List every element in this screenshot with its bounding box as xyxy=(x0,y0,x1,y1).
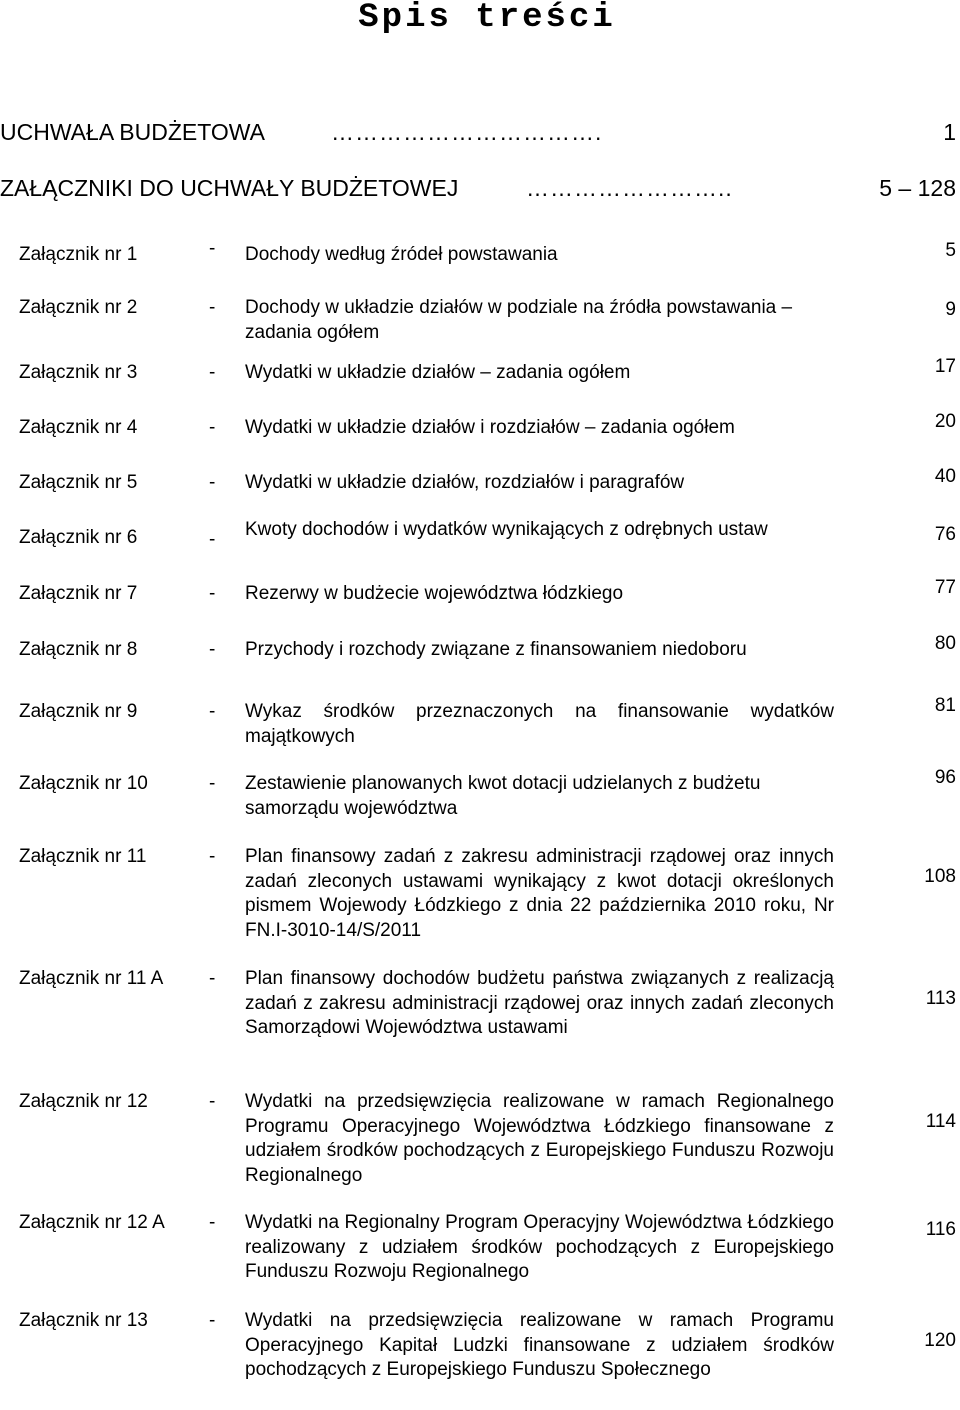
attachment-description: Plan finansowy dochodów budżetu państwa związanych z realizacją zadań z zakresu administracji rządowej oraz innych zadań zleconych Samorządowi Województwa ustawami xyxy=(245,968,834,1038)
attachment-page-number: 108 xyxy=(924,866,956,887)
attachment-label: Załącznik nr 1 xyxy=(19,244,138,265)
attachment-label: Załącznik nr 11 xyxy=(19,846,147,867)
attachment-label: Załącznik nr 13 xyxy=(19,1310,148,1331)
attachment-dash: - xyxy=(209,1310,216,1331)
attachment-label: Załącznik nr 5 xyxy=(19,472,138,493)
attachment-page-number: 116 xyxy=(925,1219,956,1240)
attachment-dash: - xyxy=(209,529,216,550)
attachment-page-number: 40 xyxy=(934,466,956,487)
attachment-description: Kwoty dochodów i wydatków wynikających z odrębnych ustaw xyxy=(245,519,768,540)
toc-main-label: UCHWAŁA BUDŻETOWA xyxy=(0,119,265,145)
attachment-label: Załącznik nr 12 xyxy=(19,1091,148,1112)
attachment-page-number: 20 xyxy=(934,411,956,432)
attachment-page-number: 17 xyxy=(934,356,956,377)
attachment-dash: - xyxy=(209,639,216,660)
toc-page-number: 5 – 128 xyxy=(879,175,956,201)
attachment-label: Załącznik nr 10 xyxy=(19,773,148,794)
toc-leader-dots: …………………….. xyxy=(526,175,733,201)
attachment-description: Wydatki w układzie działów – zadania ogółem xyxy=(245,362,631,383)
attachment-page-number: 113 xyxy=(925,988,956,1009)
attachment-page-number: 80 xyxy=(934,633,956,654)
attachment-label: Załącznik nr 9 xyxy=(19,701,138,722)
toc-main-label: ZAŁĄCZNIKI DO UCHWAŁY BUDŻETOWEJ xyxy=(0,175,459,201)
attachment-page-number: 77 xyxy=(934,577,956,598)
attachment-page-number: 9 xyxy=(945,299,956,320)
attachment-dash: - xyxy=(209,846,216,867)
toc-main-entry[interactable] xyxy=(0,172,960,204)
attachment-dash: - xyxy=(209,472,216,493)
attachment-label: Załącznik nr 4 xyxy=(19,417,138,438)
attachment-description: Zestawienie planowanych kwot dotacji udzielanych z budżetu samorządu województwa xyxy=(245,773,761,819)
attachment-description: Wydatki w układzie działów i rozdziałów – zadania ogółem xyxy=(245,417,735,438)
attachment-label: Załącznik nr 2 xyxy=(19,297,138,318)
attachment-label: Załącznik nr 8 xyxy=(19,639,138,660)
attachment-description: Wydatki na przedsięwzięcia realizowane w ramach Programu Operacyjnego Kapitał Ludzki finansowane z udziałem środków pochodzących z Europejskiego Funduszu Społecznego xyxy=(245,1310,834,1380)
attachment-label: Załącznik nr 7 xyxy=(19,583,138,604)
attachment-description: Dochody według źródeł powstawania xyxy=(245,244,558,265)
attachment-dash: - xyxy=(209,238,216,259)
attachment-label: Załącznik nr 3 xyxy=(19,362,138,383)
attachment-page-number: 81 xyxy=(934,695,956,716)
attachment-description: Wydatki w układzie działów, rozdziałów i paragrafów xyxy=(245,472,685,493)
attachment-description: Przychody i rozchody związane z finansowaniem niedoboru xyxy=(245,639,747,660)
attachment-label: Załącznik nr 6 xyxy=(19,527,138,548)
attachment-page-number: 120 xyxy=(924,1330,956,1351)
attachment-description: Wydatki na Regionalny Program Operacyjny Województwa Łódzkiego realizowany z udziałem środków pochodzących z Europejskiego Funduszu Rozwoju Regionalnego xyxy=(245,1212,834,1282)
attachment-dash: - xyxy=(209,297,216,318)
attachment-page-number: 114 xyxy=(925,1111,956,1132)
attachment-description: Dochody w układzie działów w podziale na źródła powstawania – zadania ogółem xyxy=(245,297,793,343)
attachment-page-number: 96 xyxy=(934,767,956,788)
attachment-description: Plan finansowy zadań z zakresu administracji rządowej oraz innych zadań zleconych ustawami wynikający z kwot dotacji określonych pismem Wojewody Łódzkiego z dnia 22 października 2010 roku, Nr FN.I-3010-14/S/2011 xyxy=(245,846,834,941)
toc-page-number: 1 xyxy=(943,119,956,145)
attachment-dash: - xyxy=(209,773,216,794)
attachment-dash: - xyxy=(209,362,216,383)
attachment-dash: - xyxy=(209,1212,216,1233)
attachment-description: Wykaz środków przeznaczonych na finansowanie wydatków majątkowych xyxy=(245,701,834,747)
toc-main-entry[interactable] xyxy=(0,116,960,148)
attachment-description: Rezerwy w budżecie województwa łódzkiego xyxy=(245,583,624,604)
attachment-dash: - xyxy=(209,968,216,989)
toc-leader-dots: ……………………………. xyxy=(331,119,603,145)
attachment-page-number: 5 xyxy=(945,240,956,261)
attachment-dash: - xyxy=(209,583,216,604)
attachment-dash: - xyxy=(209,417,216,438)
attachment-label: Załącznik nr 11 A xyxy=(19,968,164,989)
attachment-description: Wydatki na przedsięwzięcia realizowane w ramach Regionalnego Programu Operacyjnego Województwa Łódzkiego finansowane z udziałem środków pochodzących z Europejskiego Funduszu Rozwoju Regionalnego xyxy=(245,1091,834,1186)
attachment-page-number: 76 xyxy=(934,524,956,545)
attachment-label: Załącznik nr 12 A xyxy=(19,1212,165,1233)
page-title: Spis treści xyxy=(358,0,616,37)
attachment-dash: - xyxy=(209,701,216,722)
attachment-dash: - xyxy=(209,1091,216,1112)
